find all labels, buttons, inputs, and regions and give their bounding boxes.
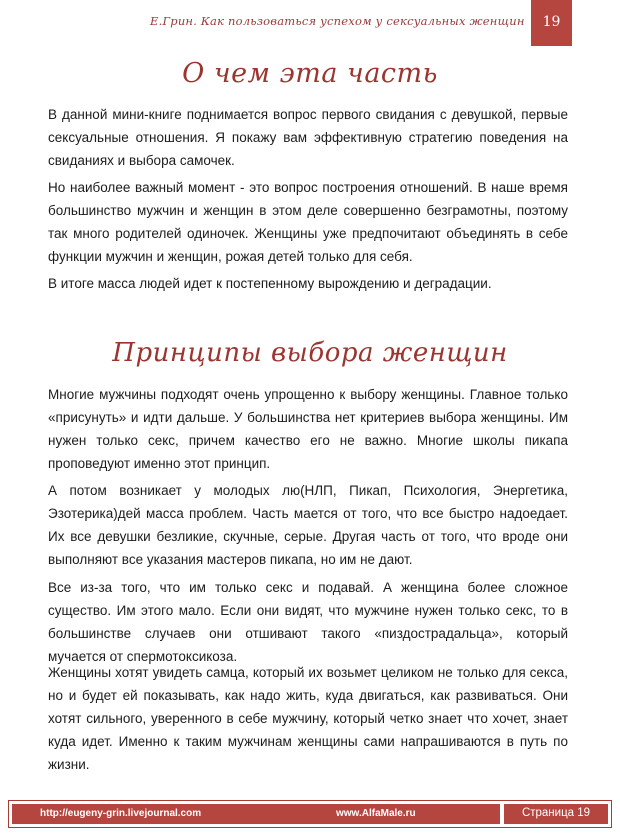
- paragraph: В данной мини-книге поднимается вопрос первого свидания с девушкой, первые сексуальные отношения. Я покажу вам эффективную стратегию поведения на свиданиях и выбора самочек.: [48, 107, 568, 168]
- section-title-principles: Принципы выбора женщин: [112, 338, 508, 368]
- paragraph: В итоге масса людей идет к постепенному вырождению и деградации.: [48, 276, 492, 291]
- paragraph: Все из-за того, что им только секс и подавай. А женщина более сложное существо. Им этого мало. Если они видят, что мужчине нужен только секс, то в большинстве случаев они отшивают такого «пиздострадальца», который мучается от спермотоксикоза.: [48, 580, 568, 664]
- paragraph: Но наиболее важный момент - это вопрос построения отношений. В наше время большинство мужчин и женщин в этом деле совершенно безграмотны, поэтому так много родителей одиночек. Женщины уже предпочитают объединять в себе функции мужчин и женщин, рожая детей только для себя.: [48, 180, 568, 264]
- page-number-tab: 19: [531, 0, 572, 46]
- paragraph: Женщины хотят увидеть самца, который их возьмет целиком не только для секса, но и будет ей показывать, как надо жить, куда двигаться, как развиваться. Они хотят сильного, уверенного в себе мужчину, который четко знает что хочет, знает куда идет. Именно к таким мужчинам женщины сами напрашиваются в путь по жизни.: [48, 665, 568, 772]
- footer-links-bar: [12, 804, 500, 824]
- footer-link-alfamale[interactable]: www.AlfaMale.ru: [336, 808, 416, 819]
- footer-link-livejournal[interactable]: http://eugeny-grin.livejournal.com: [40, 808, 202, 819]
- paragraph: Многие мужчины подходят очень упрощенно к выбору женщины. Главное только «присунуть» и идти дальше. У большинства нет критериев выбора женщины. Им нужен только секс, причем качество его не важно. Многие школы пикапа проповедуют именно этот принцип.: [48, 387, 568, 471]
- running-header: Е.Грин. Как пользоваться успехом у сексуальных женщин: [150, 14, 525, 28]
- footer-page-label: Страница 19: [502, 804, 608, 824]
- paragraph: А потом возникает у молодых лю(НЛП, Пикап, Психология, Энергетика, Эзотерика)дей масса проблем. Часть мается от того, что все быстро надоедает. Их все девушки безликие, скучные, серые. Другая часть от того, что вроде они выполняют все указания мастеров пикапа, но им не дают.: [48, 483, 568, 567]
- page-footer: [8, 800, 612, 828]
- section-title-about: О чем эта часть: [182, 58, 438, 89]
